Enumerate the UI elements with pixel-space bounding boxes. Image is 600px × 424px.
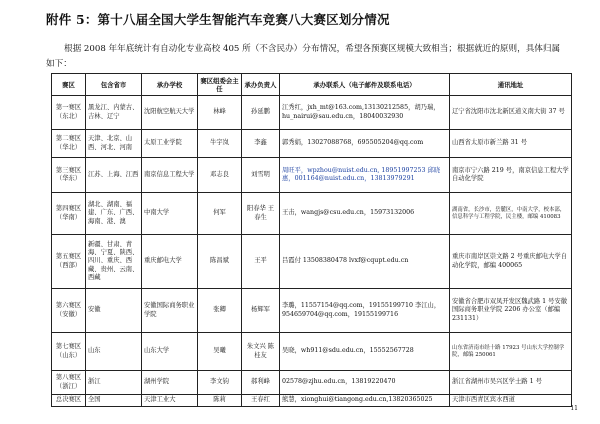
cell-contact: 江秀红，jxh_mt@163.com,13130212585，胡乃瑞，hu_nairui@sau.edu.cn，18040032930 [280, 96, 450, 130]
cell-region: 第七赛区（山东） [52, 333, 86, 371]
cell-school: 中南大学 [142, 193, 198, 235]
cell-director: 吴曦 [198, 333, 242, 371]
cell-contact: 02578@zjhu.edu.cn，13819220470 [280, 371, 450, 395]
cell-provinces: 全国 [86, 395, 142, 407]
cell-region: 第二赛区（华北） [52, 130, 86, 158]
cell-contact: 李璐，11557154@qq.com，19155199710 李江山，954659704@qq.com，19155199716 [280, 289, 450, 333]
cell-contact: 熊慧，xionghui@tiangong.edu.cn,13820365025 [280, 395, 450, 407]
cell-director: 李文钧 [198, 371, 242, 395]
header-head: 承办负责人 [242, 74, 280, 96]
cell-address: 辽宁省沈阳市沈北新区道义南大街 37 号 [450, 96, 572, 130]
table-row [52, 235, 572, 289]
intro-line-2: 如下： [46, 59, 72, 69]
cell-head: 王春红 [242, 395, 280, 407]
table-row [52, 371, 572, 395]
intro-paragraph [46, 42, 566, 72]
cell-contact: 王击，wangjs@csu.edu.cn，15973132006 [280, 193, 450, 235]
table-row [52, 395, 572, 407]
cell-address: 重庆市南岸区崇文路 2 号重庆邮电大学自动化学院，邮编 400065 [450, 235, 572, 289]
cell-head: 孙延鹏 [242, 96, 280, 130]
table-row [52, 193, 572, 235]
cell-school: 沈阳航空航天大学 [142, 96, 198, 130]
cell-address: 山东省济南市经十路 17923 号山东大学控制学院，邮编 250061 [450, 333, 572, 371]
cell-region: 第八赛区（浙江） [52, 371, 86, 395]
cell-contact: 郭秀娟，13027088768，695505204@qq.com [280, 130, 450, 158]
cell-school: 天津工业大 [142, 395, 198, 407]
region-table [51, 73, 572, 407]
cell-provinces: 天津、北京、山西、河北、河南 [86, 130, 142, 158]
cell-address: 南京市宁六路 219 号，南京信息工程大学自动化学院 [450, 158, 572, 193]
cell-provinces: 新疆、甘肃、青海、宁夏、陕西、四川、重庆、西藏、贵州、云南、西藏 [86, 235, 142, 289]
cell-region: 第六赛区（安徽） [52, 289, 86, 333]
cell-director: 陈莉 [198, 395, 242, 407]
cell-region: 第一赛区（东北） [52, 96, 86, 130]
cell-head: 朱文兴 陈桂友 [242, 333, 280, 371]
cell-provinces: 湖北、湖南、福建、广东、广西、海南、港、澳 [86, 193, 142, 235]
cell-address: 山西省太原市新兰路 31 号 [450, 130, 572, 158]
cell-region: 第三赛区（华东） [52, 158, 86, 193]
cell-director: 邓志良 [198, 158, 242, 193]
header-region: 赛区 [52, 74, 86, 96]
table-row [52, 96, 572, 130]
cell-director: 林峰 [198, 96, 242, 130]
table-row [52, 289, 572, 333]
cell-school: 重庆邮电大学 [142, 235, 198, 289]
table-header-row [52, 74, 572, 96]
cell-provinces: 浙江 [86, 371, 142, 395]
cell-head: 阳春华 王春生 [242, 193, 280, 235]
header-provinces: 包含省市 [86, 74, 142, 96]
header-contact: 承办联系人（电子邮件及联系电话） [280, 74, 450, 96]
cell-contact: 吴晓，wh911@sdu.edu.cn，15552567728 [280, 333, 450, 371]
cell-contact: 周旺平，wpzhou@nuist.edu.cn, 18951997253 邱晓惠，001164@nuist.edu.cn，13813979291 [280, 158, 450, 193]
cell-director: 牛宇岚 [198, 130, 242, 158]
header-director: 赛区组委会主任 [198, 74, 242, 96]
document-heading: 附件 5：第十八届全国大学生智能汽车竞赛八大赛区划分情况 [46, 12, 390, 27]
table-row [52, 158, 572, 193]
cell-region: 第五赛区（西部） [52, 235, 86, 289]
cell-provinces: 江苏、上海、江西 [86, 158, 142, 193]
header-school: 承办学校 [142, 74, 198, 96]
cell-head: 郝利峰 [242, 371, 280, 395]
cell-school: 湖州学院 [142, 371, 198, 395]
cell-school: 山东大学 [142, 333, 198, 371]
cell-address: 安徽省合肥市双凤开发区魏武路 1 号安徽国际商务职业学院 2206 办公室（邮编 231131） [450, 289, 572, 333]
table-row [52, 333, 572, 371]
page-number: 11 [570, 405, 578, 412]
cell-director: 张卿 [198, 289, 242, 333]
cell-head: 李鑫 [242, 130, 280, 158]
cell-school: 安徽国际商务职业学院 [142, 289, 198, 333]
cell-director: 何军 [198, 193, 242, 235]
cell-head: 杨辉军 [242, 289, 280, 333]
cell-region: 第四赛区（华南） [52, 193, 86, 235]
cell-school: 太原工业学院 [142, 130, 198, 158]
cell-provinces: 黑龙江、内蒙古、吉林、辽宁 [86, 96, 142, 130]
cell-address: 天津市西青区宾水西道 [450, 395, 572, 407]
cell-provinces: 山东 [86, 333, 142, 371]
cell-address: 浙江省湖州市吴兴区学士路 1 号 [450, 371, 572, 395]
cell-head: 王平 [242, 235, 280, 289]
table-row [52, 130, 572, 158]
cell-head: 刘雪明 [242, 158, 280, 193]
cell-director: 陈昌斌 [198, 235, 242, 289]
cell-region: 总决赛区 [52, 395, 86, 407]
header-address: 通讯地址 [450, 74, 572, 96]
cell-contact: 吕霞付 13508380478 lvxf@cqupt.edu.cn [280, 235, 450, 289]
cell-address: 湖南省，长沙市，岳麓区，中南大学，校本部，信息科学与工程学院，民主楼，邮编 410083 [450, 193, 572, 235]
cell-school: 南京信息工程大学 [142, 158, 198, 193]
intro-line-1: 根据 2008 年年底统计有自动化专业高校 405 所（不含民办）分布情况，希望各预赛区规模大致相当；根据就近的原则，具体归属 [64, 44, 561, 54]
cell-provinces: 安徽 [86, 289, 142, 333]
